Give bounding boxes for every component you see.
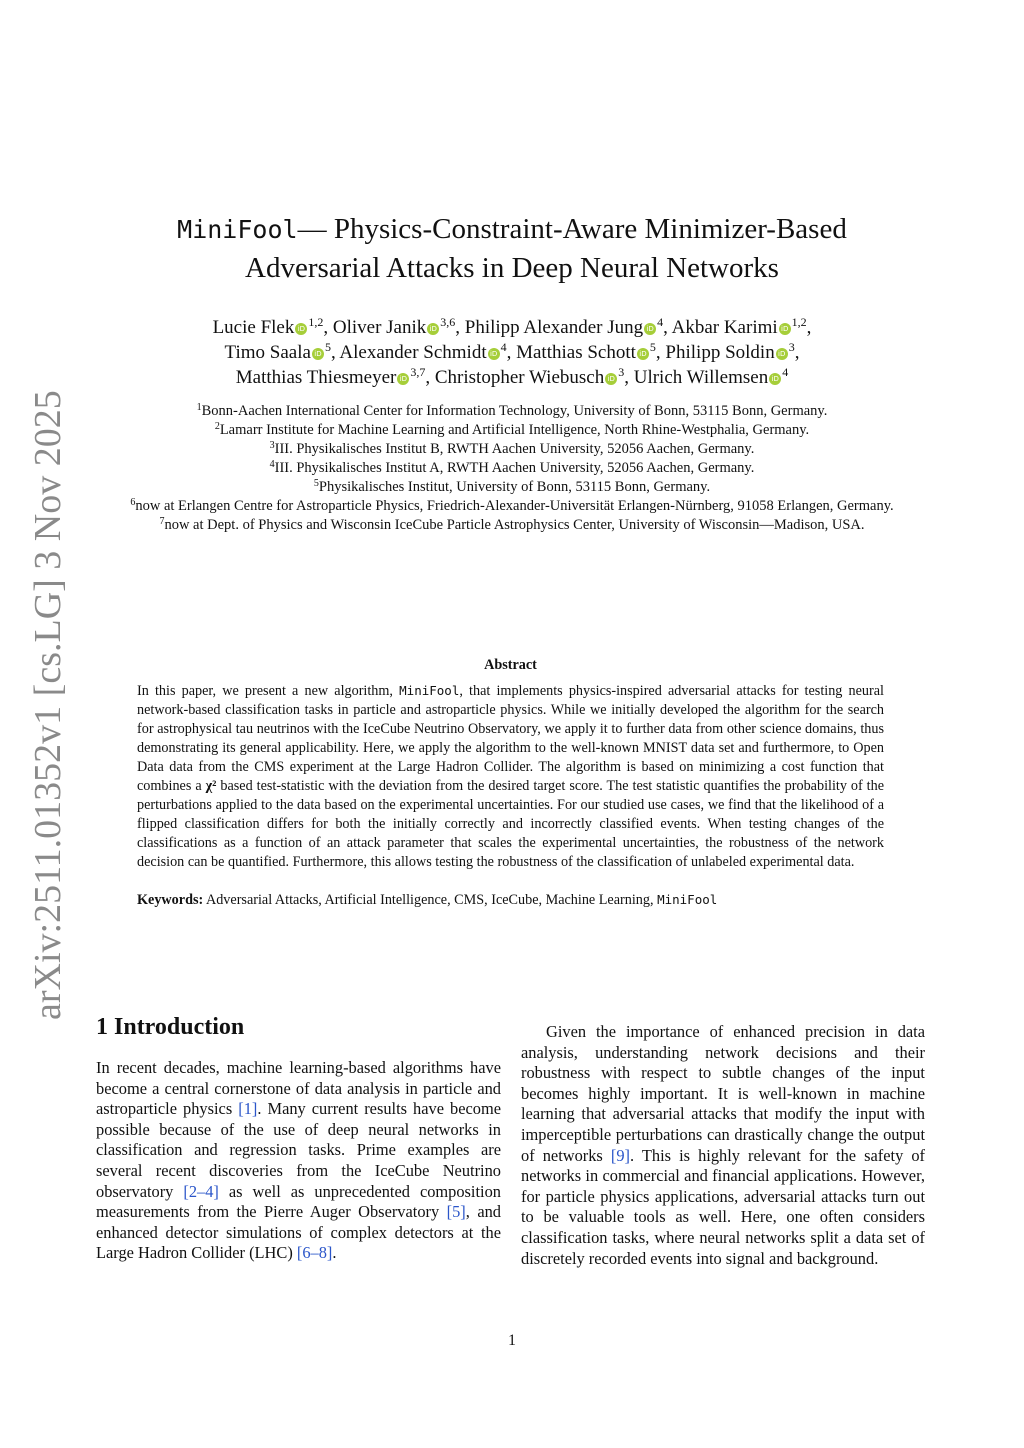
citation-link[interactable]: [9] [610, 1145, 630, 1165]
orcid-icon[interactable]: iD [427, 323, 439, 335]
title-line-1 [0, 210, 1024, 249]
affiliation-item [110, 421, 914, 440]
author-separator: , [506, 342, 512, 363]
keywords-label: Keywords: [137, 892, 204, 908]
body-text: Given the importance of enhanced precision in data analysis, understanding network decisions and their robustness with respect to subtle changes of the input becomes highly important. It is well-known in machine learning that adversarial attacks that modify the input with imperceptible perturbations can drastically change the output of networks [521, 1022, 925, 1165]
orcid-icon[interactable]: iD [605, 373, 617, 385]
body-text: In recent decades, machine learning-based algorithms have become a central cornerstone of data analysis in particle and astroparticle physics [96, 1058, 501, 1119]
title-line-1-text: — Physics-Constraint-Aware Minimizer-Based [297, 213, 847, 245]
author-affiliation-marks: 5 [324, 340, 331, 354]
affiliation-text: now at Erlangen Centre for Astroparticle Physics, Friedrich-Alexander-Universität Erlangen-Nürnberg, 91058 Erlangen, Germany. [135, 498, 894, 514]
author-line-3 [100, 365, 924, 390]
keywords-algorithm-name: MiniFool [657, 892, 718, 907]
citation-link[interactable]: [6–8] [296, 1243, 333, 1263]
author-affiliation-marks: 3 [788, 340, 795, 354]
author-separator: , [425, 367, 431, 388]
author-separator: , [806, 317, 812, 338]
affiliation-number: 3 [269, 440, 275, 451]
author-affiliation-marks: 3,6 [440, 315, 456, 329]
orcid-icon[interactable]: iD [397, 373, 409, 385]
body-text: . This is highly relevant for the safety of networks in commercial and financial applications. However, for particle physics applications, adversarial attacks turn out to be valuable tools as well. Here, one often considers classification tasks, where neural networks split a data set of discretely recorded events into signal and background. [521, 1145, 925, 1268]
author-separator: , [794, 342, 800, 363]
author-name: Ulrich Willemsen [633, 367, 769, 388]
affiliation-number: 5 [313, 478, 319, 489]
author-name: Akbar Karimi [671, 317, 778, 338]
author-line-2 [100, 340, 924, 365]
abstract-section [137, 656, 884, 910]
author-affiliation-marks: 1,2 [791, 315, 807, 329]
orcid-icon[interactable]: iD [779, 323, 791, 335]
paper-title [0, 210, 1024, 288]
author-affiliation-marks: 4 [782, 365, 789, 379]
orcid-icon[interactable]: iD [295, 323, 307, 335]
author-name: Matthias Schott [516, 342, 636, 363]
introduction-right-column [521, 1022, 925, 1269]
author-separator: , [323, 317, 329, 338]
author-affiliation-marks: 1,2 [308, 315, 324, 329]
author-separator: , [624, 367, 629, 388]
author-separator: , [455, 317, 461, 338]
affiliation-list [110, 402, 914, 535]
orcid-icon[interactable]: iD [644, 323, 656, 335]
abstract-text: based test-statistic with the deviation from the desired target score. The test statistic quantifies the probability of the perturbations applied to the data based on the experimental uncertainties. For our studied use cases, we find that the likelihood of a flipped classification differs for both the initially correctly and incorrectly classified events. When testing changes of the classifications as a function of an attack parameter that scales the experimental uncertainties, the robustness of the network decision can be quantified. Furthermore, this allows testing the robustness of the classification of unlabeled experimental data. [137, 778, 884, 870]
author-name: Alexander Schmidt [339, 342, 487, 363]
affiliation-number: 6 [130, 497, 136, 508]
citation-link[interactable]: [2–4] [183, 1181, 219, 1201]
author-name: Lucie Flek [212, 317, 295, 338]
author-separator: , [655, 342, 661, 363]
abstract-text: In this paper, we present a new algorithm, [137, 683, 400, 699]
author-affiliation-marks: 3,7 [410, 365, 426, 379]
author-name: Philipp Alexander Jung [464, 317, 644, 338]
affiliation-item [110, 516, 914, 535]
orcid-icon[interactable]: iD [312, 348, 324, 360]
affiliation-item [110, 497, 914, 516]
abstract-text: , that implements physics-inspired adversarial attacks for testing neural network-based classification tasks in particle and astroparticle physics. While we initially developed the algorithm for the search for astrophysical tau neutrinos with the IceCube Neutrino Observatory, we apply it to further data from other science domains, thus demonstrating its general applicability. Here, we apply the algorithm to the well-known MNIST data set and furthermore, to Open Data data from the CMS experiment at the Large Hadron Collider. The algorithm is based on minimizing a cost function that combines a [137, 683, 884, 794]
title-algorithm-name: MiniFool [177, 215, 298, 244]
abstract-algorithm-name: MiniFool [399, 683, 460, 698]
author-separator: , [330, 342, 336, 363]
abstract-heading: Abstract [484, 657, 537, 673]
author-affiliation-marks: 4 [657, 315, 664, 329]
author-affiliation-marks: 3 [618, 365, 625, 379]
author-name: Philipp Soldin [665, 342, 775, 363]
affiliation-text: Lamarr Institute for Machine Learning and Artificial Intelligence, North Rhine-Westphalia, Germany. [219, 422, 810, 438]
affiliation-item [110, 478, 914, 497]
orcid-icon[interactable]: iD [776, 348, 788, 360]
affiliation-number: 7 [159, 516, 165, 527]
body-text: , and enhanced detector simulations of complex detectors at the Large Hadron Collider (LHC) [96, 1202, 501, 1263]
citation-link[interactable]: [5] [446, 1202, 466, 1222]
chi-squared-symbol: χ² [205, 778, 217, 794]
affiliation-number: 2 [214, 421, 220, 432]
author-affiliation-marks: 5 [649, 340, 656, 354]
affiliation-text: Bonn-Aachen International Center for Information Technology, University of Bonn, 53115 Bonn, Germany. [201, 403, 828, 419]
author-line-1 [100, 315, 924, 340]
body-text: . Many current results have become possible because of the use of deep neural networks in classification and regression tasks. Prime examples are several recent discoveries from the IceCube Neutrino observatory [96, 1099, 501, 1201]
abstract-body [137, 681, 884, 872]
introduction-left-column [96, 1058, 501, 1264]
affiliation-text: now at Dept. of Physics and Wisconsin IceCube Particle Astrophysics Center, University of Wisconsin—Madison, USA. [164, 517, 865, 533]
author-name: Timo Saala [224, 342, 311, 363]
page-number: 1 [508, 1332, 516, 1349]
affiliation-number: 4 [269, 459, 275, 470]
author-list [100, 315, 924, 390]
author-separator: , [663, 317, 668, 338]
citation-link[interactable]: [1] [238, 1099, 258, 1119]
affiliation-text: III. Physikalisches Institut B, RWTH Aachen University, 52056 Aachen, Germany. [274, 441, 755, 457]
body-text: . [332, 1243, 337, 1263]
orcid-icon[interactable]: iD [769, 373, 781, 385]
keywords [137, 890, 884, 910]
orcid-icon[interactable]: iD [488, 348, 500, 360]
author-name: Matthias Thiesmeyer [235, 367, 397, 388]
keywords-text: Adversarial Attacks, Artificial Intelligence, CMS, IceCube, Machine Learning, [203, 892, 658, 908]
affiliation-number: 1 [196, 402, 202, 413]
arxiv-identifier-stamp: arXiv:2511.01352v1 [cs.LG] 3 Nov 2025 [27, 390, 69, 1020]
affiliation-text: Physikalisches Institut, University of Bonn, 53115 Bonn, Germany. [318, 479, 711, 495]
body-text: as well as unprecedented composition measurements from the Pierre Auger Observatory [96, 1181, 501, 1222]
affiliation-item [110, 402, 914, 421]
author-affiliation-marks: 4 [500, 340, 507, 354]
affiliation-item [110, 440, 914, 459]
section-heading-introduction: 1 Introduction [96, 1014, 245, 1040]
author-name: Christopher Wiebusch [434, 367, 605, 388]
title-line-2: Adversarial Attacks in Deep Neural Networks [245, 252, 779, 284]
orcid-icon[interactable]: iD [637, 348, 649, 360]
author-name: Oliver Janik [332, 317, 427, 338]
affiliation-text: III. Physikalisches Institut A, RWTH Aachen University, 52056 Aachen, Germany. [274, 460, 755, 476]
affiliation-item [110, 459, 914, 478]
